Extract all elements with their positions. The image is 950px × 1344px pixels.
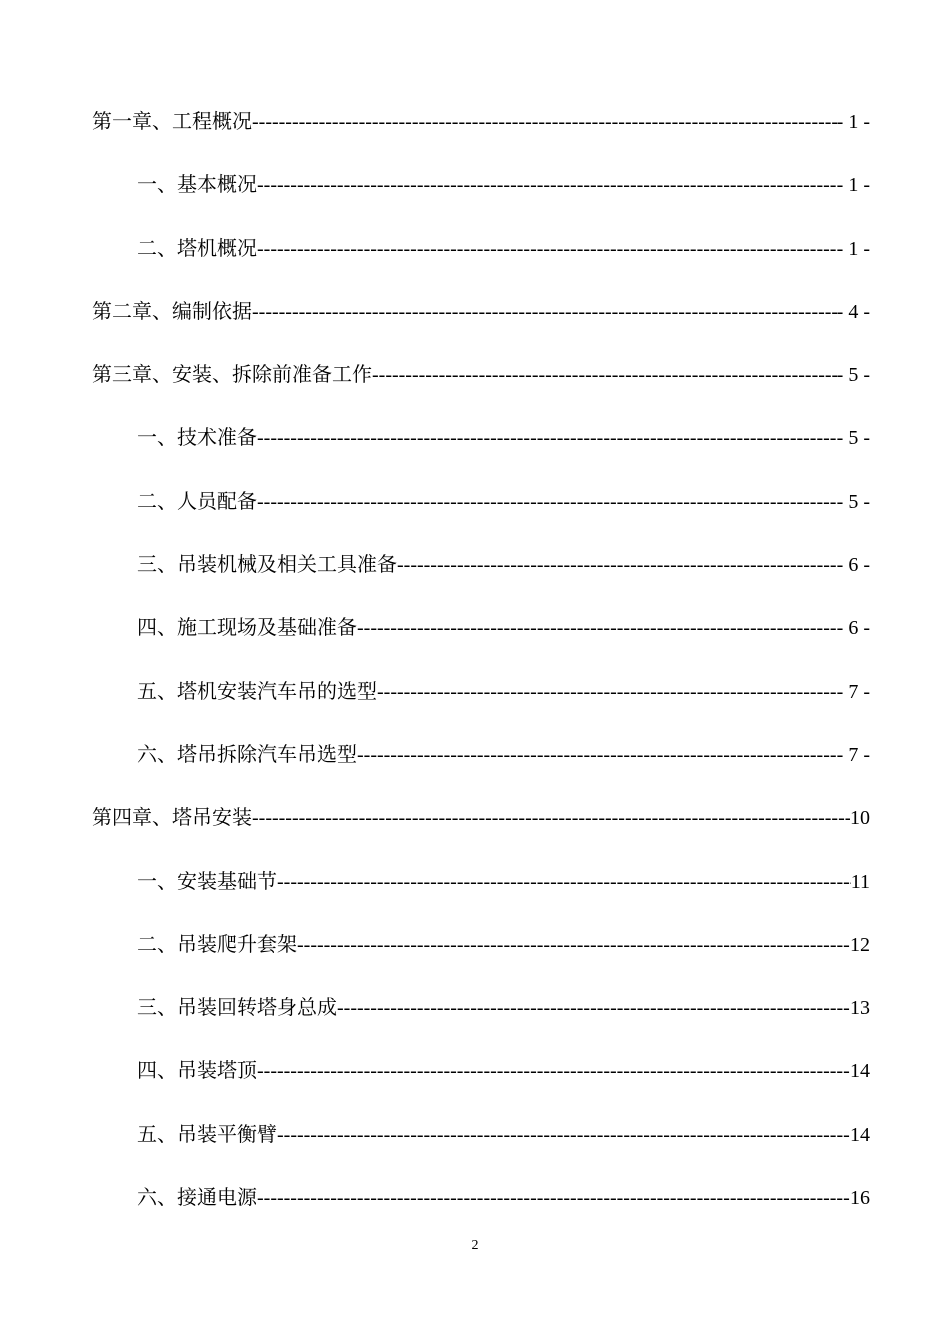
- toc-entry-title: 六、塔吊拆除汽车吊选型: [137, 741, 357, 766]
- toc-leader: [252, 798, 850, 838]
- toc-entry-title: 二、吊装爬升套架: [137, 931, 297, 956]
- table-of-contents: [92, 101, 870, 1240]
- toc-leader: [397, 545, 837, 585]
- toc-entry[interactable]: [92, 354, 870, 417]
- toc-entry[interactable]: [92, 291, 870, 354]
- toc-entry[interactable]: [92, 671, 870, 734]
- toc-entry[interactable]: [92, 417, 870, 480]
- toc-entry[interactable]: [92, 544, 870, 607]
- toc-leader: [357, 735, 837, 775]
- toc-leader: [257, 418, 837, 458]
- toc-entry-page: - 7 -: [836, 743, 870, 766]
- toc-entry[interactable]: [92, 987, 870, 1050]
- toc-entry[interactable]: [92, 734, 870, 797]
- toc-entry-page: 12: [850, 933, 870, 956]
- toc-leader: [297, 925, 850, 965]
- toc-leader: [252, 102, 837, 142]
- toc-entry-title: 第三章、安装、拆除前准备工作: [92, 362, 372, 387]
- toc-leader: [257, 1051, 850, 1091]
- toc-entry-page: - 5 -: [836, 427, 870, 450]
- toc-entry[interactable]: [92, 924, 870, 987]
- toc-entry-title: 一、技术准备: [137, 425, 257, 450]
- toc-leader: [257, 229, 837, 269]
- toc-entry-title: 第四章、塔吊安装: [92, 805, 252, 830]
- toc-leader: [377, 672, 837, 712]
- toc-entry-page: - 5 -: [836, 364, 870, 387]
- toc-entry-page: 11: [850, 870, 870, 893]
- toc-leader: [337, 988, 850, 1028]
- toc-entry[interactable]: [92, 797, 870, 860]
- toc-leader: [277, 1115, 850, 1155]
- toc-entry[interactable]: [92, 101, 870, 164]
- toc-leader: [252, 292, 837, 332]
- toc-entry-page: - 6 -: [836, 554, 870, 577]
- toc-entry[interactable]: [92, 481, 870, 544]
- toc-entry-title: 六、接通电源: [137, 1185, 257, 1210]
- toc-entry-title: 一、基本概况: [137, 172, 257, 197]
- toc-entry-page: 16: [850, 1187, 870, 1210]
- toc-entry-page: - 6 -: [836, 617, 870, 640]
- toc-entry-page: 14: [850, 1123, 870, 1146]
- toc-entry-page: - 1 -: [836, 174, 870, 197]
- toc-entry[interactable]: [92, 607, 870, 670]
- toc-leader: [257, 1178, 850, 1218]
- toc-entry-title: 第二章、编制依据: [92, 298, 252, 323]
- toc-entry[interactable]: [92, 228, 870, 291]
- toc-entry-title: 四、施工现场及基础准备: [137, 615, 357, 640]
- toc-leader: [277, 862, 851, 902]
- toc-leader: [257, 165, 837, 205]
- toc-entry-page: 10: [850, 807, 870, 830]
- toc-entry-title: 五、塔机安装汽车吊的选型: [137, 678, 377, 703]
- toc-entry-title: 一、安装基础节: [137, 868, 277, 893]
- toc-entry-page: 14: [850, 1060, 870, 1083]
- toc-entry[interactable]: [92, 1114, 870, 1177]
- toc-entry[interactable]: [92, 1050, 870, 1113]
- toc-entry-title: 四、吊装塔顶: [137, 1058, 257, 1083]
- toc-entry-title: 三、吊装回转塔身总成: [137, 995, 337, 1020]
- toc-entry-title: 二、塔机概况: [137, 235, 257, 260]
- toc-entry-title: 二、人员配备: [137, 488, 257, 513]
- toc-leader: [257, 482, 837, 522]
- toc-entry-title: 三、吊装机械及相关工具准备: [137, 552, 397, 577]
- toc-entry-title: 五、吊装平衡臂: [137, 1121, 277, 1146]
- toc-entry-page: - 7 -: [836, 680, 870, 703]
- toc-entry-page: - 4 -: [836, 300, 870, 323]
- toc-entry[interactable]: [92, 1177, 870, 1240]
- toc-entry[interactable]: [92, 164, 870, 227]
- toc-entry-page: - 5 -: [836, 490, 870, 513]
- page-number: 2: [471, 1238, 479, 1253]
- toc-leader: [357, 608, 837, 648]
- toc-leader: [372, 355, 837, 395]
- toc-entry-page: - 1 -: [836, 111, 870, 133]
- toc-entry-title: 第一章、工程概况: [92, 109, 252, 133]
- toc-entry-page: - 1 -: [836, 237, 870, 260]
- toc-entry-page: 13: [850, 997, 870, 1020]
- toc-entry[interactable]: [92, 861, 870, 924]
